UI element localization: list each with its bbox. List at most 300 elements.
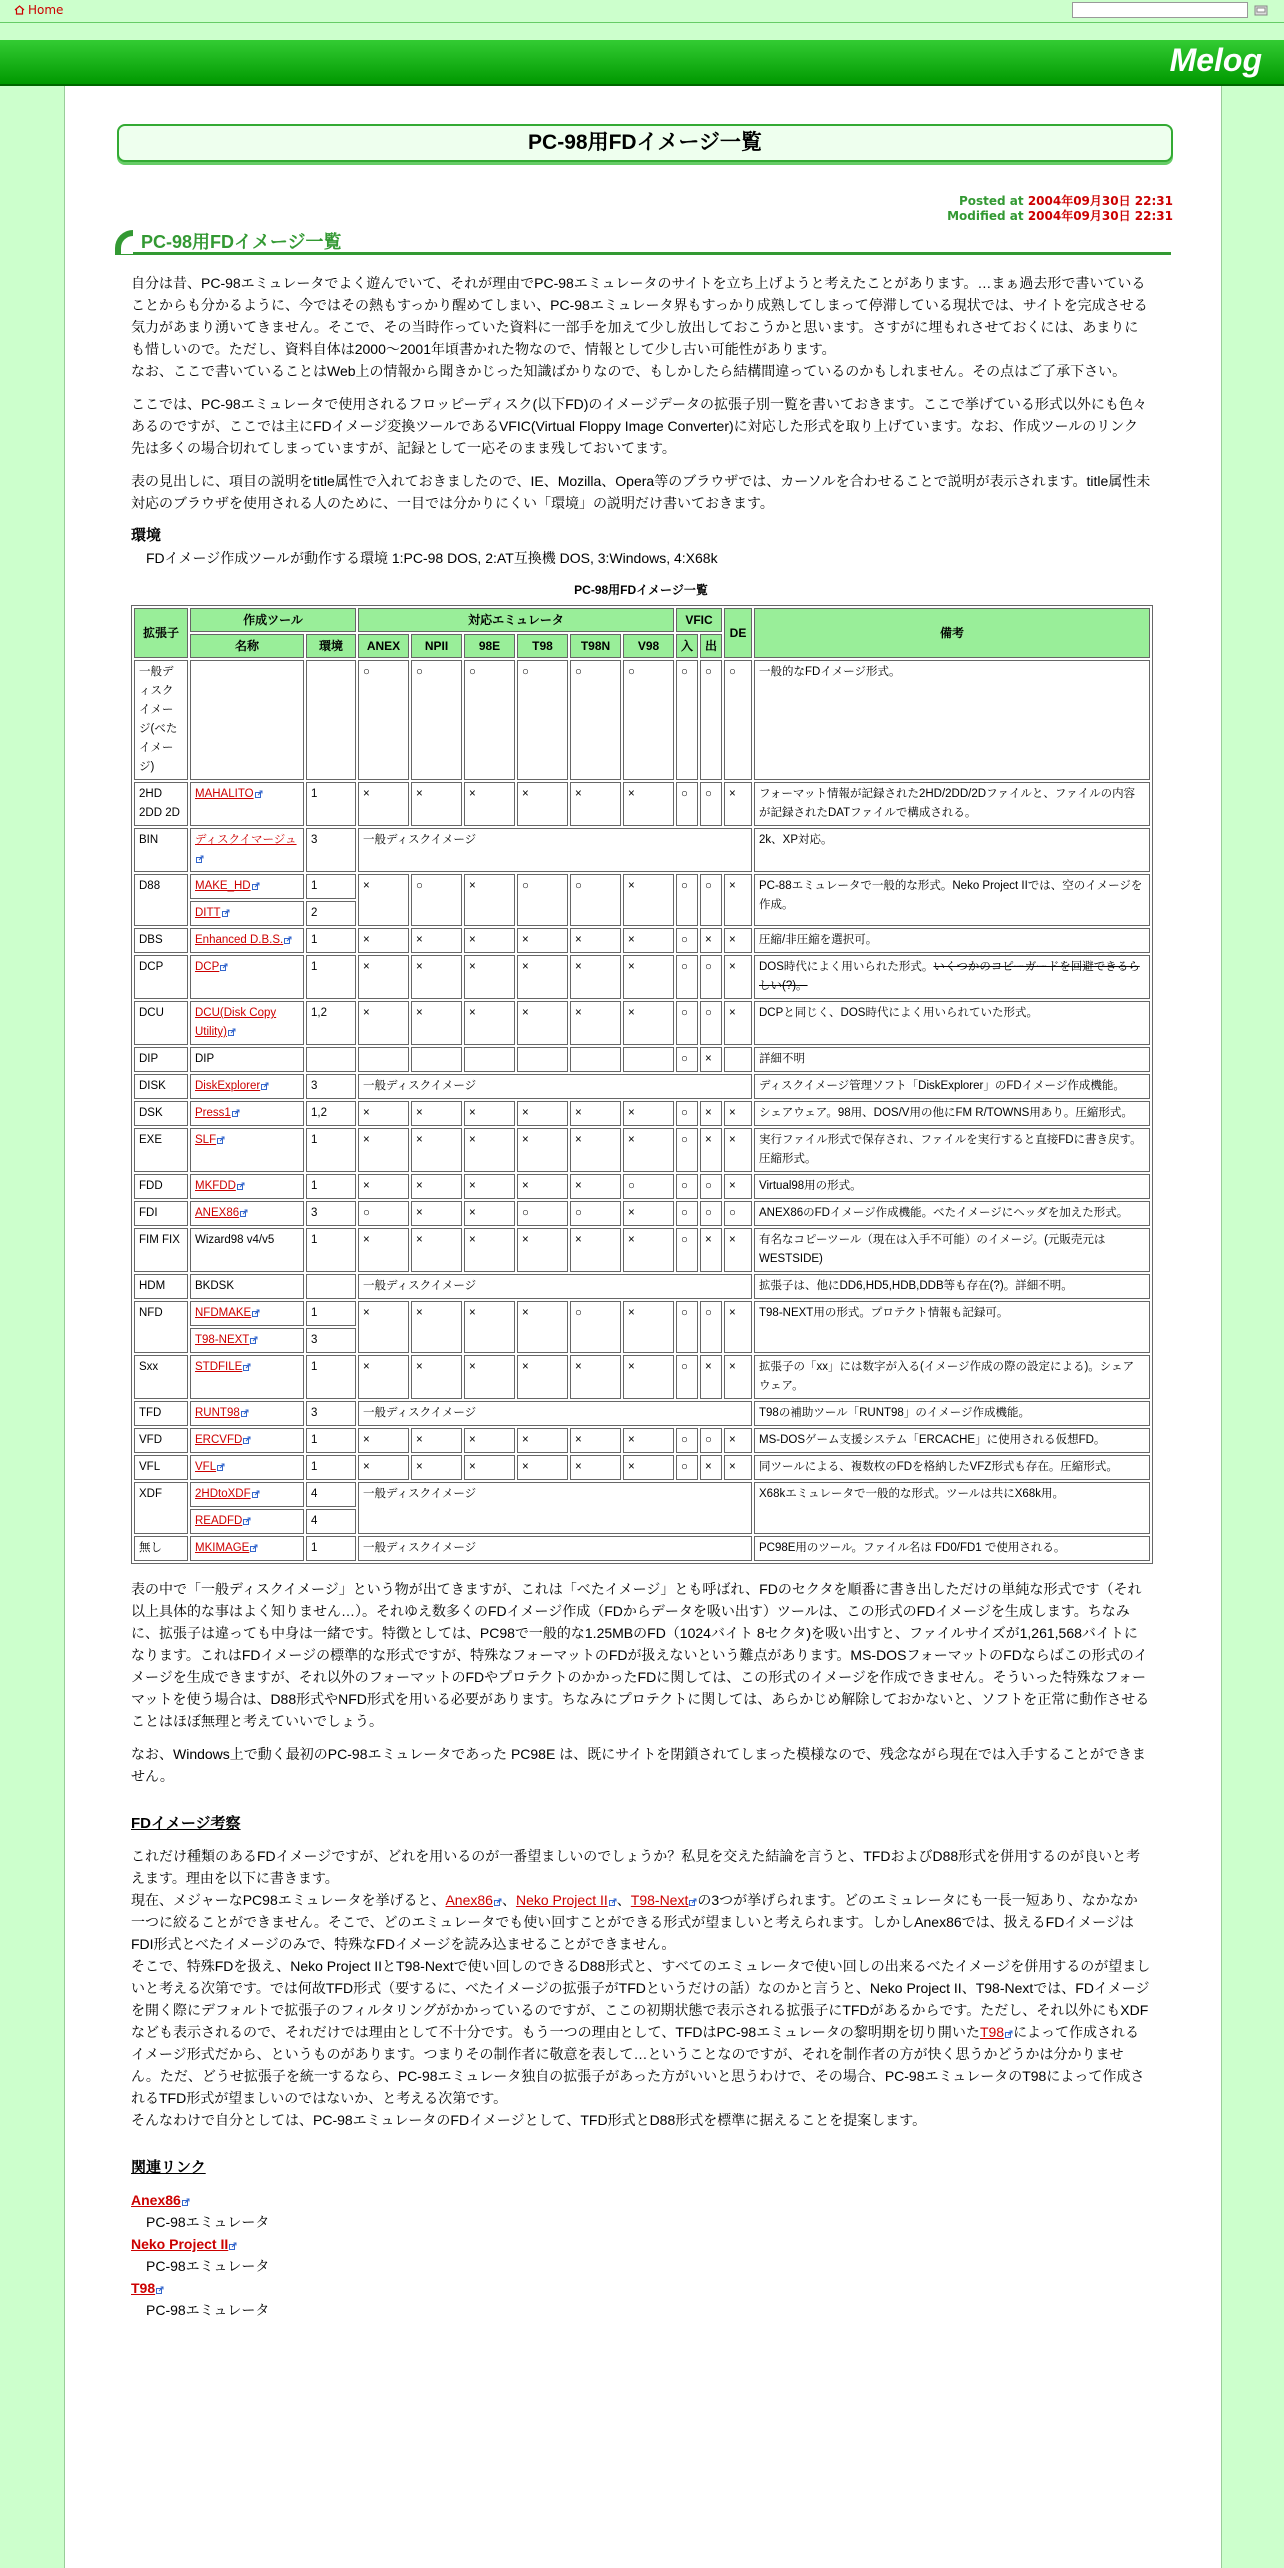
cell-note xyxy=(754,1455,1150,1480)
cell-tool-env: 4 xyxy=(306,1482,356,1507)
table-row xyxy=(134,828,1150,872)
col-emu-anex: ANEX xyxy=(358,634,409,658)
consider-p2 xyxy=(131,1889,1151,1955)
col-emu-np2: NPII xyxy=(411,634,462,658)
consider-heading: FDイメージ考察 xyxy=(131,1815,241,1832)
modified-label: Modified at xyxy=(947,209,1024,223)
table-row xyxy=(134,1128,1150,1172)
page-content xyxy=(64,86,1222,2568)
cell-tool-name xyxy=(190,874,304,899)
cell-emu: × xyxy=(411,1228,462,1272)
cell-emu: ○ xyxy=(517,660,568,780)
link-t98next[interactable]: T98-Next xyxy=(630,1892,689,1908)
cell-emu: × xyxy=(517,928,568,953)
external-link-icon xyxy=(217,1463,225,1471)
cell-emu xyxy=(358,1047,409,1072)
cell-emu: × xyxy=(517,1101,568,1126)
external-link-icon xyxy=(243,1436,251,1444)
cell-de: × xyxy=(724,1355,752,1399)
note-text: 拡張子の「xx」には数字が入る(イメージ作成の際の設定による)。シェアウェア。 xyxy=(759,1361,1135,1392)
cell-emu: × xyxy=(358,782,409,826)
cell-vfic: × xyxy=(700,1047,722,1072)
external-link-icon xyxy=(609,1898,617,1906)
cell-tool-name xyxy=(190,1428,304,1453)
cell-emu: ○ xyxy=(517,1201,568,1226)
note-text: DOS時代によく用いられた形式。 xyxy=(759,961,934,973)
intro-text: なお、ここで書いていることはWeb上の情報から聞きかじった知識ばかりなので、もしかしたら結構間違っているのかもしれません。その点はご了承下さい。 xyxy=(131,363,1127,379)
tool-link[interactable]: ANEX86 xyxy=(195,1207,240,1219)
cell-de: × xyxy=(724,1228,752,1272)
tool-link[interactable]: READFD xyxy=(195,1515,243,1527)
cell-tool-env xyxy=(306,1047,356,1072)
cell-emu: ○ xyxy=(358,660,409,780)
note-text: DCPと同じく、DOS時代によく用いられていた形式。 xyxy=(759,1007,1038,1019)
cell-emu: ○ xyxy=(411,660,462,780)
cell-tool-name xyxy=(190,1201,304,1226)
cell-note xyxy=(754,1401,1150,1426)
cell-emu xyxy=(411,1047,462,1072)
cell-emu: × xyxy=(517,1455,568,1480)
cell-emu: ○ xyxy=(411,874,462,926)
external-link-icon xyxy=(255,790,263,798)
cell-emu: × xyxy=(411,1455,462,1480)
cell-tool-env: 3 xyxy=(306,828,356,872)
heading-corner-decoration xyxy=(115,230,133,254)
table-row xyxy=(134,1355,1150,1399)
cell-vfic: ○ xyxy=(700,1301,722,1353)
table-row xyxy=(134,1428,1150,1453)
cell-emu: × xyxy=(517,1428,568,1453)
cell-general: 一般ディスクイメージ xyxy=(358,1074,752,1099)
cell-tool-env: 1 xyxy=(306,1174,356,1199)
cell-emu: ○ xyxy=(358,1201,409,1226)
cell-vfic: ○ xyxy=(700,1428,722,1453)
cell-emu: × xyxy=(570,1128,621,1172)
cell-emu: ○ xyxy=(570,660,621,780)
col-emu-98e: 98E xyxy=(464,634,515,658)
external-link-icon xyxy=(252,1309,260,1317)
cell-tool-env: 2 xyxy=(306,901,356,926)
related-desc: PC-98エミュレータ xyxy=(146,2214,270,2230)
cell-de: × xyxy=(724,1301,752,1353)
tool-link[interactable]: MKFDD xyxy=(195,1180,236,1192)
cell-de: × xyxy=(724,1174,752,1199)
home-link[interactable] xyxy=(14,3,63,17)
search-input[interactable] xyxy=(1072,2,1248,18)
top-bar xyxy=(0,0,1284,23)
cell-de: × xyxy=(724,874,752,926)
cell-emu: × xyxy=(623,1428,674,1453)
tool-link[interactable]: NFDMAKE xyxy=(195,1307,252,1319)
external-link-icon xyxy=(217,1136,225,1144)
link-t98[interactable]: T98 xyxy=(979,2024,1005,2040)
cell-note xyxy=(754,1174,1150,1199)
note-text: 詳細不明 xyxy=(759,1053,805,1065)
cell-vfic: ○ xyxy=(700,782,722,826)
cell-ext: 一般ディスクイメージ(べたイメージ) xyxy=(134,660,188,780)
site-logo[interactable]: Melog xyxy=(1169,42,1262,78)
cell-emu: × xyxy=(517,955,568,999)
cell-ext: XDF xyxy=(134,1482,188,1534)
table-body xyxy=(134,660,1150,1561)
cell-emu: × xyxy=(623,928,674,953)
cell-tool-env: 3 xyxy=(306,1401,356,1426)
col-note: 備考 xyxy=(754,608,1150,658)
cell-emu xyxy=(570,1047,621,1072)
cell-ext: 無し xyxy=(134,1536,188,1561)
cell-vfic: ○ xyxy=(676,955,698,999)
cell-tool-name xyxy=(190,1074,304,1099)
cell-note xyxy=(754,874,1150,926)
cell-emu: × xyxy=(464,1455,515,1480)
cell-tool-env: 1 xyxy=(306,955,356,999)
cell-emu: × xyxy=(570,1428,621,1453)
external-link-icon xyxy=(243,1363,251,1371)
cell-ext: 2HD 2DD 2D xyxy=(134,782,188,826)
note-text: シェアウェア。98用、DOS/V用の他にFM R/TOWNS用あり。圧縮形式。 xyxy=(759,1107,1133,1119)
cell-emu: × xyxy=(464,1228,515,1272)
cell-emu: × xyxy=(358,955,409,999)
cell-tool-name xyxy=(190,782,304,826)
home-icon xyxy=(14,5,25,15)
cell-tool-name xyxy=(190,901,304,926)
cell-emu: × xyxy=(623,874,674,926)
cell-note xyxy=(754,1047,1150,1072)
col-vfic: VFIC xyxy=(676,608,722,632)
cell-ext: FDI xyxy=(134,1201,188,1226)
cell-emu: × xyxy=(623,1455,674,1480)
related-link-anex86[interactable]: Anex86 xyxy=(131,2192,181,2208)
note-text: 実行ファイル形式で保存され、ファイルを実行すると直接FDに書き戻す。圧縮形式。 xyxy=(759,1134,1142,1165)
external-link-icon xyxy=(232,1109,240,1117)
table-row xyxy=(134,928,1150,953)
cell-emu: ○ xyxy=(517,874,568,926)
cell-vfic: ○ xyxy=(676,1001,698,1045)
cell-de xyxy=(724,1047,752,1072)
cell-emu: × xyxy=(411,1101,462,1126)
cell-vfic: ○ xyxy=(676,1128,698,1172)
cell-vfic: ○ xyxy=(700,1201,722,1226)
external-link-icon xyxy=(494,1898,502,1906)
search-icon[interactable] xyxy=(1254,4,1268,16)
cell-tool-name: Wizard98 v4/v5 xyxy=(190,1228,304,1272)
cell-tool-name: BKDSK xyxy=(190,1274,304,1299)
note-text: T98-NEXT用の形式。プロテクト情報も記録可。 xyxy=(759,1307,1009,1319)
table-row xyxy=(134,1228,1150,1272)
cell-ext: VFL xyxy=(134,1455,188,1480)
cell-vfic: ○ xyxy=(676,782,698,826)
cell-emu: × xyxy=(358,1101,409,1126)
cell-vfic: ○ xyxy=(676,1301,698,1353)
cell-emu: ○ xyxy=(570,1201,621,1226)
col-tool-name: 名称 xyxy=(190,634,304,658)
cell-emu: × xyxy=(358,1301,409,1353)
cell-tool-name xyxy=(190,928,304,953)
home-label: Home xyxy=(28,3,64,17)
cell-emu: × xyxy=(623,1355,674,1399)
cell-emu: × xyxy=(570,955,621,999)
tool-link[interactable]: ERCVFD xyxy=(195,1434,243,1446)
cell-emu: ○ xyxy=(623,660,674,780)
cell-tool-name xyxy=(190,1482,304,1507)
cell-tool-name xyxy=(190,1001,304,1045)
tool-link[interactable]: STDFILE xyxy=(195,1361,243,1373)
external-link-icon xyxy=(243,1517,251,1525)
related-heading: 関連リンク xyxy=(131,2159,206,2176)
cell-tool-env: 1 xyxy=(306,782,356,826)
cell-general: 一般ディスクイメージ xyxy=(358,1482,752,1534)
cell-de: × xyxy=(724,1101,752,1126)
cell-vfic: × xyxy=(700,1455,722,1480)
cell-emu: × xyxy=(464,1001,515,1045)
cell-emu: × xyxy=(517,1174,568,1199)
col-emu: 対応エミュレータ xyxy=(358,608,674,632)
col-vfic-out: 出 xyxy=(700,634,722,658)
cell-vfic: ○ xyxy=(676,1174,698,1199)
cell-tool-env: 3 xyxy=(306,1201,356,1226)
intro-paragraph xyxy=(131,272,1151,382)
cell-ext: DCP xyxy=(134,955,188,999)
consider-p1: これだけ種類のあるFDイメージですが、どれを用いるのが一番望ましいのでしょうか？私見を交えた結論を言うと、TFDおよびD88形式を併用するのが良いと考えます。理由を以下に書きます。 xyxy=(131,1848,1141,1886)
cell-emu: × xyxy=(464,874,515,926)
related-desc: PC-98エミュレータ xyxy=(146,2302,270,2318)
tool-link[interactable]: T98-NEXT xyxy=(195,1334,250,1346)
note-text: 圧縮/非圧縮を選択可。 xyxy=(759,934,878,946)
tool-link[interactable]: DCU(Disk Copy Utility) xyxy=(195,1007,277,1038)
cell-emu: × xyxy=(464,928,515,953)
table-row xyxy=(134,1174,1150,1199)
cell-general: 一般ディスクイメージ xyxy=(358,828,752,872)
consider-p2-text: 現在、メジャーなPC98エミュレータを挙げると、 xyxy=(131,1892,446,1908)
cell-emu: × xyxy=(411,1428,462,1453)
tool-link[interactable]: DITT xyxy=(195,907,221,919)
cell-emu: × xyxy=(464,1174,515,1199)
cell-ext: VFD xyxy=(134,1428,188,1453)
external-link-icon xyxy=(182,2198,190,2206)
tool-link[interactable]: RUNT98 xyxy=(195,1407,240,1419)
cell-ext: DBS xyxy=(134,928,188,953)
cell-tool-name xyxy=(190,1455,304,1480)
tool-link[interactable]: Enhanced D.B.S. xyxy=(195,934,284,946)
table-row xyxy=(134,1301,1150,1326)
cell-vfic: × xyxy=(700,928,722,953)
tool-link[interactable]: DCP xyxy=(195,961,220,973)
link-anex86[interactable]: Anex86 xyxy=(445,1892,493,1908)
cell-ext: TFD xyxy=(134,1401,188,1426)
external-link-icon xyxy=(1005,2030,1013,2038)
modified-date: 2004年09月30日 22:31 xyxy=(1027,209,1173,223)
tool-link[interactable]: MAHALITO xyxy=(195,788,254,800)
cell-tool-name xyxy=(190,1301,304,1326)
cell-tool-env: 1 xyxy=(306,928,356,953)
page-title: PC-98用FDイメージ一覧 xyxy=(528,131,762,154)
cell-emu: × xyxy=(358,1128,409,1172)
cell-tool-name xyxy=(190,1509,304,1534)
intro-paragraph: 表の見出しに、項目の説明をtitle属性で入れておきましたので、IE、Mozilla、Opera等のブラウザでは、カーソルを合わせることで説明が表示されます。title属性未対応のブラウザを使用される人のために、一目では分かりにくい「環境」の説明だけ書いておきます。 xyxy=(131,473,1151,511)
external-link-icon xyxy=(220,963,228,971)
cell-note xyxy=(754,828,1150,872)
table-row xyxy=(134,874,1150,899)
external-link-icon xyxy=(228,1028,236,1036)
cell-tool-name xyxy=(190,1174,304,1199)
external-link-icon xyxy=(261,1082,269,1090)
cell-vfic: ○ xyxy=(676,1428,698,1453)
cell-general: 一般ディスクイメージ xyxy=(358,1401,752,1426)
cell-ext: FDD xyxy=(134,1174,188,1199)
col-vfic-in: 入 xyxy=(676,634,698,658)
related-link-np2[interactable]: Neko Project II xyxy=(131,2236,229,2252)
tool-link[interactable]: VFL xyxy=(195,1461,217,1473)
cell-tool-env: 3 xyxy=(306,1074,356,1099)
cell-tool-env xyxy=(306,1274,356,1299)
cell-tool-env: 1,2 xyxy=(306,1001,356,1045)
cell-emu: × xyxy=(517,1355,568,1399)
cell-ext: DISK xyxy=(134,1074,188,1099)
cell-emu: × xyxy=(623,1001,674,1045)
cell-tool-name xyxy=(190,1401,304,1426)
cell-vfic: ○ xyxy=(676,1101,698,1126)
cell-emu: × xyxy=(411,928,462,953)
tool-link[interactable]: Press1 xyxy=(195,1107,231,1119)
cell-tool-name xyxy=(190,660,304,780)
note-text: フォーマット情報が記録された2HD/2DD/2Dファイルと、ファイルの内容が記録されたDATファイルで構成される。 xyxy=(759,788,1136,819)
note-text: X68kエミュレータで一般的な形式。ツールは共にX68k用。 xyxy=(759,1488,1064,1500)
cell-note xyxy=(754,1101,1150,1126)
cell-emu xyxy=(517,1047,568,1072)
note-text: 同ツールによる、複数枚のFDを格納したVFZ形式も存在。圧縮形式。 xyxy=(759,1461,1118,1473)
cell-de: × xyxy=(724,1128,752,1172)
col-emu-t98n: T98N xyxy=(570,634,621,658)
cell-note xyxy=(754,1228,1150,1272)
tool-link[interactable]: MAKE_HD xyxy=(195,880,251,892)
cell-emu: × xyxy=(358,1355,409,1399)
cell-tool-env: 4 xyxy=(306,1509,356,1534)
cell-vfic: ○ xyxy=(676,1455,698,1480)
cell-note xyxy=(754,1301,1150,1353)
tool-link[interactable]: ディスクイマージュ xyxy=(195,834,297,846)
article-body xyxy=(131,272,1151,2321)
note-text: 一般的なFDイメージ形式。 xyxy=(759,666,901,678)
tool-link[interactable]: DiskExplorer xyxy=(195,1080,261,1092)
note-text: ANEX86のFDイメージ作成機能。べたイメージにヘッダを加えた形式。 xyxy=(759,1207,1129,1219)
table-row xyxy=(134,1001,1150,1045)
cell-tool-name xyxy=(190,1355,304,1399)
cell-emu: × xyxy=(570,928,621,953)
cell-note xyxy=(754,928,1150,953)
after-paragraph: 表の中で「一般ディスクイメージ」という物が出てきますが、これは「べたイメージ」とも呼ばれ、FDのセクタを順番に書き出しただけの単純な形式です（それ以上具体的な事はよく知りません…）。それゆえ数多くのFDイメージ作成（FDからデータを吸い出す）ツールは、この形式のFDイメージを生成します。ちなみに、拡張子は違っても中身は一緒です。特徴としては、PC98で一般的な1.25MBのFD（1024バイト 8セクタ)を吸い出すと、ファイルサイズが1,261,568バイトになります。これはFDイメージの標準的な形式ですが、特殊なフォーマットのFDが扱えないという難点があります。MS-DOSフォーマットのFDならばこの形式のイメージを生成できますが、それ以外のフォーマットのFDやプロテクトのかかったFDに関しては、この形式のイメージを作成できません。そういった特殊なフォーマットを使う場合は、D88形式やNFD形式を用いる必要があります。ちなみにプロテクトに関しては、あらかじめ解除しておかないと、ソフトを正常に動作させることはほぼ無理と考えていいでしょう。 xyxy=(131,1581,1150,1729)
cell-emu: × xyxy=(517,1301,568,1353)
cell-vfic: × xyxy=(700,1355,722,1399)
cell-emu: × xyxy=(464,1101,515,1126)
cell-note xyxy=(754,1428,1150,1453)
cell-ext: NFD xyxy=(134,1301,188,1353)
external-link-icon xyxy=(156,2286,164,2294)
col-ext: 拡張子 xyxy=(134,608,188,658)
cell-ext: EXE xyxy=(134,1128,188,1172)
cell-vfic: ○ xyxy=(676,1201,698,1226)
link-np2[interactable]: Neko Project II xyxy=(515,1892,608,1908)
cell-tool-env: 1 xyxy=(306,874,356,899)
site-banner xyxy=(0,40,1284,86)
col-emu-t98: T98 xyxy=(517,634,568,658)
cell-general: 一般ディスクイメージ xyxy=(358,1536,752,1561)
cell-vfic: × xyxy=(700,1101,722,1126)
cell-de: × xyxy=(724,1428,752,1453)
fd-image-table xyxy=(131,605,1153,1564)
cell-vfic: ○ xyxy=(700,1174,722,1199)
external-link-icon xyxy=(222,909,230,917)
cell-emu: ○ xyxy=(464,660,515,780)
table-row xyxy=(134,1536,1150,1561)
cell-note xyxy=(754,660,1150,780)
cell-emu: × xyxy=(411,1128,462,1172)
cell-emu: ○ xyxy=(570,874,621,926)
cell-note xyxy=(754,1074,1150,1099)
cell-emu: × xyxy=(517,1128,568,1172)
cell-emu: × xyxy=(464,1201,515,1226)
cell-tool-env: 1 xyxy=(306,1128,356,1172)
external-link-icon xyxy=(252,882,260,890)
cell-emu: × xyxy=(358,874,409,926)
cell-tool-env: 3 xyxy=(306,1328,356,1353)
tool-link[interactable]: MKIMAGE xyxy=(195,1542,250,1554)
cell-tool-env: 1,2 xyxy=(306,1101,356,1126)
cell-emu: × xyxy=(411,1001,462,1045)
cell-tool-env xyxy=(306,660,356,780)
cell-tool-name xyxy=(190,1536,304,1561)
cell-emu: × xyxy=(570,782,621,826)
table-caption: PC-98用FDイメージ一覧 xyxy=(574,583,708,597)
related-link-t98[interactable]: T98 xyxy=(131,2280,156,2296)
section-heading xyxy=(115,228,1171,255)
cell-emu: × xyxy=(358,1455,409,1480)
table-row xyxy=(134,955,1150,999)
cell-note xyxy=(754,1274,1150,1299)
cell-emu: × xyxy=(358,928,409,953)
table-row xyxy=(134,660,1150,780)
external-link-icon xyxy=(229,2242,237,2250)
consider-text xyxy=(131,1845,1151,2131)
external-link-icon xyxy=(284,936,292,944)
cell-de: × xyxy=(724,1455,752,1480)
cell-note xyxy=(754,1128,1150,1172)
note-text: MS-DOSゲーム支援システム「ERCACHE」に使用される仮想FD。 xyxy=(759,1434,1106,1446)
cell-tool-name xyxy=(190,1128,304,1172)
cell-emu: × xyxy=(411,1174,462,1199)
consider-sep: 、 xyxy=(616,1892,631,1908)
cell-emu: × xyxy=(623,1101,674,1126)
cell-vfic: ○ xyxy=(700,660,722,780)
cell-emu: × xyxy=(623,1201,674,1226)
cell-emu: × xyxy=(570,1001,621,1045)
tool-link[interactable]: 2HDtoXDF xyxy=(195,1488,251,1500)
external-link-icon xyxy=(240,1209,248,1217)
table-row xyxy=(134,1482,1150,1507)
cell-emu: ○ xyxy=(570,1301,621,1353)
note-text: 拡張子は、他にDD6,HD5,HDB,DDB等も存在(?)。詳細不明。 xyxy=(759,1280,1073,1292)
tool-link[interactable]: SLF xyxy=(195,1134,217,1146)
external-link-icon xyxy=(250,1544,258,1552)
after-paragraph: なお、Windows上で動く最初のPC-98エミュレータであった PC98E は、既にサイトを閉鎖されてしまった模様なので、残念ながら現在では入手することができません。 xyxy=(131,1746,1146,1784)
intro-text: 自分は昔、PC-98エミュレータでよく遊んでいて、それが理由でPC-98エミュレータのサイトを立ち上げようと考えたことがあります。…まぁ過去形で書いていることからも分かるように、今ではその熱もすっかり醒めてしまい、PC-98エミュレータ界もすっかり成熟してしまって停滞している現状では、サイトを完成させる気力があまり湧いてきません。そこで、その当時作っていた資料に一部手を加えて少し放出しておこうかと思います。さすがに埋もれさせておくには、あまりにも惜しいので。ただし、資料自体は2000～2001年頃書かれた物なので、情報として少し古い可能性があります。 xyxy=(131,275,1148,357)
cell-note xyxy=(754,955,1150,999)
cell-emu: × xyxy=(411,955,462,999)
note-text: 有名なコピーツール（現在は入手不可能）のイメージ。(元販売元はWESTSIDE) xyxy=(759,1234,1106,1265)
intro-paragraph: ここでは、PC-98エミュレータで使用されるフロッピーディスク(以下FD)のイメージデータの拡張子別一覧を書いておきます。ここで挙げている形式以外にも色々あるのですが、ここでは主にFDイメージ変換ツールであるVFIC(Virtual Floppy Image Converter)に対応した形式を取り上げています。なお、作成ツールのリンク先は多くの場合切れてしまっていますが、記録として一応そのまま残しておいてます。 xyxy=(131,396,1147,456)
cell-emu: × xyxy=(411,1355,462,1399)
cell-tool-env: 1 xyxy=(306,1455,356,1480)
cell-general: 一般ディスクイメージ xyxy=(358,1274,752,1299)
